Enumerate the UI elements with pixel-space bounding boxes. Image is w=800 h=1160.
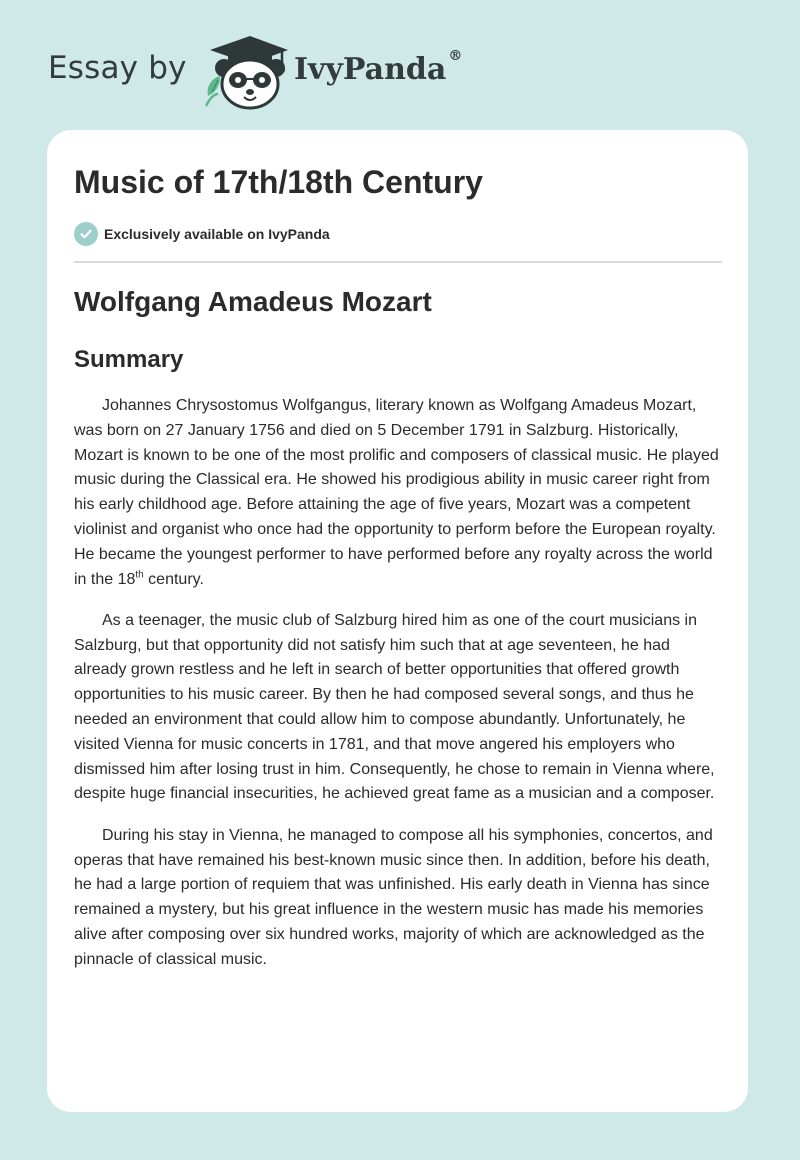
- essay-by-label: Essay by: [48, 50, 187, 86]
- ordinal-suffix: th: [135, 569, 144, 581]
- brand-text: IvyPanda: [294, 52, 447, 87]
- exclusive-badge-text: Exclusively available on IvyPanda: [104, 226, 330, 242]
- exclusive-badge: [74, 222, 330, 246]
- essay-body: [74, 394, 724, 989]
- paragraph-text: Johannes Chrysostomus Wolfgangus, literary known as Wolfgang Amadeus Mozart, was born on 27 January 1756 and died on 5 December 1791 in Salzburg. Historically, Mozart is known to be one of the most prolific and composers of classical music. He played music during the Classical era. He showed his prodigious ability in music career right from his early childhood age. Before attaining the age of five years, Mozart was a competent violinist and organist who once had the opportunity to perform before the European royalty. He became the youngest performer to have performed before any royalty across the world in the 18: [74, 397, 719, 588]
- check-icon: [74, 222, 98, 246]
- paragraph: During his stay in Vienna, he managed to compose all his symphonies, concertos, and operas that have remained his best-known music since then. In addition, before his death, he had a large portion of requiem that was unfinished. His early death in Vienna has since remained a mystery, but his great influence in the western music has made his memories alive after composing over six hundred works, majority of which are acknowledged as the pinnacle of classical music.: [74, 826, 713, 968]
- essay-card: [47, 130, 748, 1112]
- registered-mark: ®: [448, 48, 463, 64]
- site-header: [0, 0, 800, 130]
- panda-logo-icon[interactable]: [200, 34, 292, 110]
- paragraph: As a teenager, the music club of Salzburg hired him as one of the court musicians in Salzburg, but that opportunity did not satisfy him such that at age seventeen, he had already grown restless and he left in search of better opportunities that offered growth opportunities to his music career. By then he had composed several songs, and thus he needed an environment that could allow him to compose abundantly. Unfortunately, he visited Vienna for music concerts in 1781, and that move angered his employers who dismissed him after losing trust in him. Consequently, he chose to remain in Vienna where, despite huge financial insecurities, he achieved great fame as a musician and a composer.: [74, 611, 715, 803]
- title-divider: [74, 261, 722, 263]
- brand-name[interactable]: [294, 48, 463, 87]
- paragraph-text-end: century.: [143, 570, 204, 588]
- section-heading: Wolfgang Amadeus Mozart: [74, 286, 432, 317]
- page-title: Music of 17th/18th Century: [74, 164, 483, 200]
- paragraph: [74, 394, 724, 592]
- summary-heading: Summary: [74, 346, 184, 373]
